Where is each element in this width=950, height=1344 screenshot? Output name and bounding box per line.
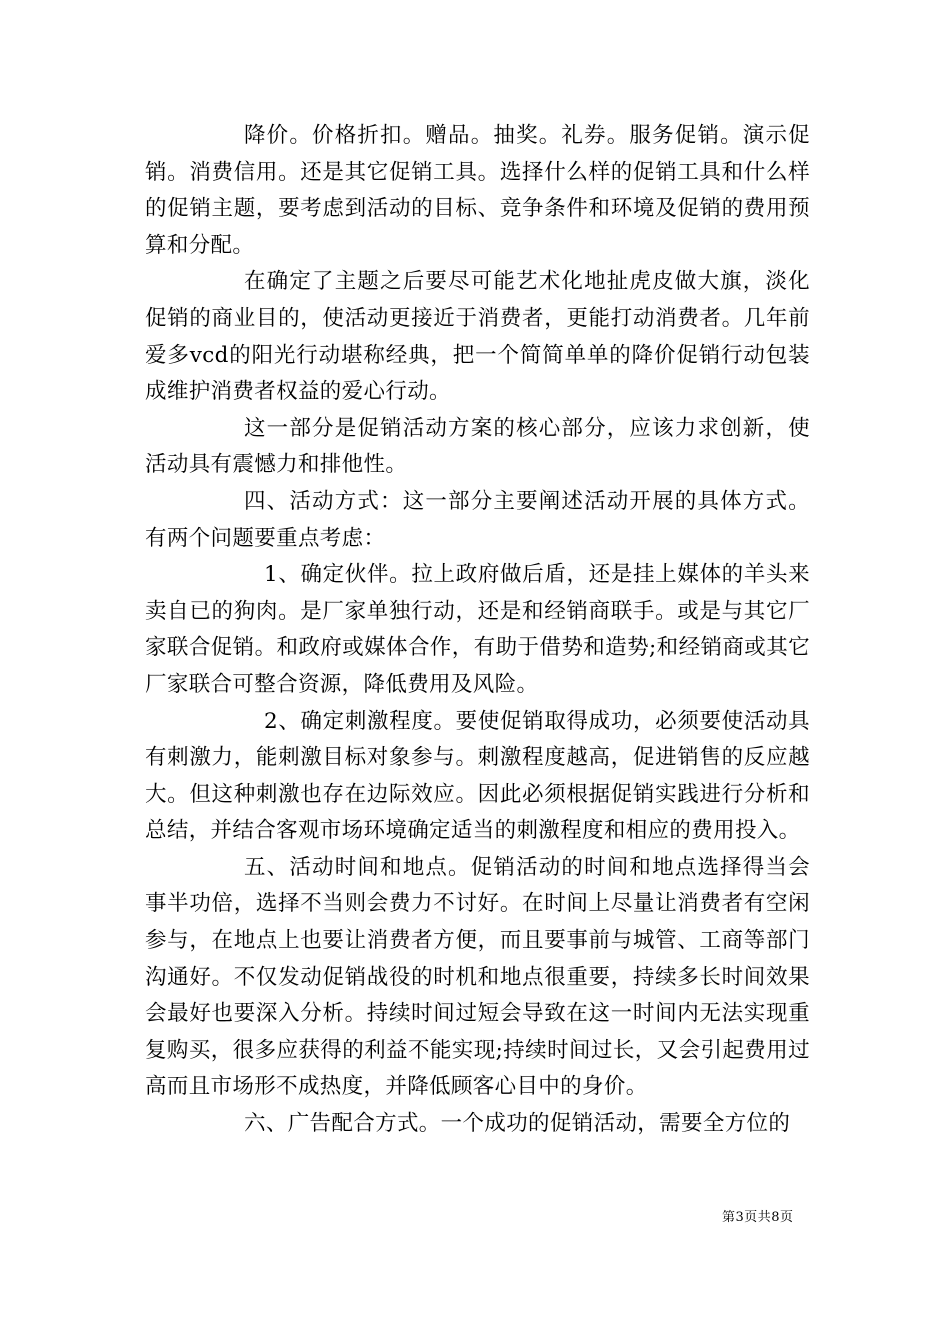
paragraph-time-place: 五、活动时间和地点。促销活动的时间和地点选择得当会事半功倍，选择不当则会费力不讨好。在时间上尽量让消费者有空闲参与，在地点上也要让消费者方便，而且要事前与城管、工商等部门沟通好。不仅发动促销战役的时机和地点很重要，持续多长时间效果会最好也要深入分析。持续时间过短会导致在这一时间内无法实现重复购买，很多应获得的利益不能实现;持续时间过长，又会引起费用过高而且市场形不成热度，并降低顾客心目中的身价。 [145,854,810,1100]
paragraph-partner: 1、确定伙伴。拉上政府做后盾，还是挂上媒体的羊头来卖自已的狗肉。是厂家单独行动，还是和经销商联手。或是与其它厂家联合促销。和政府或媒体合作，有助于借势和造势;和经销商或其它厂家联合可整合资源，降低费用及风险。 [145,562,810,697]
paragraph-core-section: 这一部分是促销活动方案的核心部分，应该力求创新，使活动具有震憾力和排他性。 [145,415,810,478]
paragraph-advertising: 六、广告配合方式。一个成功的促销活动，需要全方位的 [244,1111,791,1137]
page-number: 第3页共8页 [722,1210,794,1225]
paragraph-theme-packaging: 在确定了主题之后要尽可能艺术化地扯虎皮做大旗，淡化促销的商业目的，使活动更接近于消费者，更能打动消费者。几年前爱多vcd的阳光行动堪称经典，把一个简简单单的降价促销行动包装成维护消费者权益的爱心行动。 [145,269,810,405]
paragraph-stimulus: 2、确定刺激程度。要使促销取得成功，必须要使活动具有刺激力，能刺激目标对象参与。刺激程度越高，促进销售的反应越大。但这种刺激也存在边际效应。因此必须根据促销实践进行分析和总结，并结合客观市场环境确定适当的刺激程度和相应的费用投入。 [145,708,810,844]
paragraph-promotion-tools: 降价。价格折扣。赠品。抽奖。礼券。服务促销。演示促销。消费信用。还是其它促销工具。选择什么样的促销工具和什么样的促销主题，要考虑到活动的目标、竞争条件和环境及促销的费用预算和分配。 [145,123,810,258]
paragraph-activity-method: 四、活动方式：这一部分主要阐述活动开展的具体方式。有两个问题要重点考虑： [145,488,810,551]
document-body [145,118,810,1143]
